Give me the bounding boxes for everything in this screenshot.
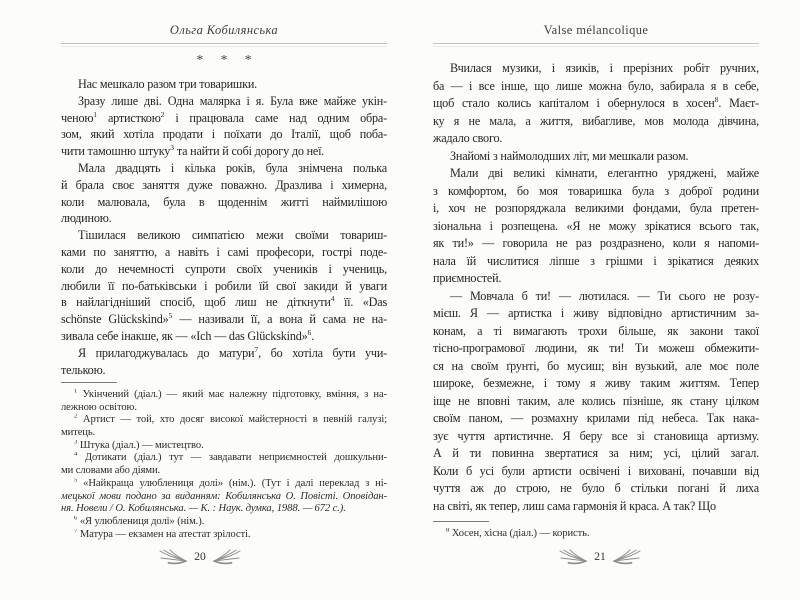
- text-line: широке, безмежне, і тому я живу таким життям. Тепер: [433, 376, 759, 390]
- text-line: ками по заняттю, а навіть і самі професори, гострі поде-: [61, 244, 387, 259]
- footnote-line: $^2$ Артист — той, хто досяг високої майстерності в певній галузі;: [74, 414, 387, 426]
- footnote-marker: 3: [170, 143, 174, 153]
- text-line: Я прилагоджувалась до матури$^7$, бо хотіла бути учи-: [78, 344, 387, 360]
- text-line: іще не вповні таким, але колись пізніше, як стану цілком: [433, 393, 759, 408]
- footnote-line: $^6$ «Я улюблениця долі» (нім.).: [74, 515, 205, 527]
- section-break-stars: * * *: [196, 52, 259, 67]
- footnote-line: $^4$ Дотикати (діал.) тут — завдавати неприємностей дошкульни-: [74, 452, 387, 464]
- text-line: на світі, як тепер, лиш сама гармонія й краса. А так? Що: [433, 498, 716, 513]
- text-line: жадало свого.: [433, 131, 503, 145]
- text-line: Коли б усі були артисти освічені і виховані, почавши від: [433, 463, 759, 478]
- page-right: [400, 0, 800, 600]
- text-line: приємностей.: [433, 271, 502, 285]
- text-line: нала їй числитися ліпше з грішми і зрікатися деяких: [433, 253, 759, 268]
- footnote-marker: 3: [74, 439, 78, 446]
- footnote-marker: 8: [714, 95, 719, 104]
- text-line: щоб стало колись капіталом і обернулося в хосен$^8$. Маєт-: [433, 95, 759, 110]
- text-line: ся на своїм ґрунті, бо мусиш; він вузький, але моє поле: [433, 358, 759, 373]
- text-line: любили її по-батьківськи і робили їй свої закиди й уваги: [61, 278, 387, 293]
- footnotes-left: [61, 382, 387, 541]
- text-line: А й ти повинна звертатися за ним; усі, цілий загал.: [433, 446, 759, 460]
- text-line: телькою.: [61, 362, 106, 377]
- header-rule: [433, 43, 759, 47]
- footnote-line: $^7$ Матура — екзамен на атестат зрілості.: [74, 528, 251, 540]
- footnote-marker: 4: [74, 452, 78, 458]
- footnote-marker: 2: [74, 414, 78, 420]
- page-number: 20: [194, 551, 206, 563]
- text-line: Тішилася великою симпатією межи своїми товариш-: [78, 228, 387, 243]
- page-body-left: [61, 76, 387, 378]
- footnote-line: $^3$ Штука (діал.) — мистецтво.: [74, 439, 204, 451]
- footnote-marker: 8: [446, 528, 450, 534]
- text-line: ку я не мала, а життя, вибагливе, мов молода дівчина,: [433, 113, 759, 128]
- footnote-marker: 6: [74, 515, 78, 522]
- text-line: в найлагідніший спосіб, щоб лиш не діткнути$^4$ її. «Das: [61, 294, 387, 310]
- page-left-inner: [61, 0, 387, 378]
- text-line: зом, який хотіла продати і поїхати до Італії, щоб поба-: [61, 127, 387, 142]
- footnote-marker: 7: [74, 528, 78, 535]
- footer-ornament-left-wing-icon: [559, 549, 589, 565]
- footnote-body-left: [61, 389, 387, 541]
- text-line: Мали дві великі кімнати, елегантно уряджені, майже: [450, 166, 759, 180]
- footnote-marker: 7: [254, 344, 259, 354]
- text-line: і, хоч не розпоряджала великими фондами, була претен-: [433, 201, 759, 215]
- text-line: своїм паном, — розмахну крилами під небеса. Так нака-: [433, 411, 759, 425]
- footer-ornament-right-wing-icon: [211, 549, 241, 565]
- footnote-line: ня. Новели / О. Кобилянська. — К. : Наук. думка, 1988. — 672 с.).: [61, 503, 346, 515]
- text-line: schönste Glückskind»$^5$ — називали її, а вона й сама не на-: [61, 311, 387, 327]
- footnote-marker: 6: [307, 327, 312, 337]
- footnote-separator-rule: [61, 382, 117, 383]
- running-head-left: [61, 0, 387, 47]
- footer-ornament-left-wing-icon: [159, 549, 189, 565]
- footer-ornament-right-wing-icon: [611, 549, 641, 565]
- footnote-line: $^5$ «Найкраща улюблениця долі» (нім.). (Тут і далі переклад з ні-: [74, 477, 387, 489]
- footnote-line: лежною освітою.: [61, 401, 137, 413]
- page-body-right: [433, 60, 759, 515]
- footnote-line: $^8$ Хосен, хісна (діал.) — користь.: [446, 528, 590, 539]
- text-line: мієш. Я — артистка і живу відповідно артистичним за-: [433, 306, 759, 320]
- text-line: Знайомі з наймолодших літ, ми мешкали разом.: [450, 148, 689, 163]
- footnote-line: митець.: [61, 427, 96, 439]
- author-running-head: Ольга Кобилянська: [169, 23, 279, 37]
- text-line: — Мовчала б ти! — лютилася. — Ти сього не розу-: [450, 288, 759, 303]
- text-line: й брала своє заняття дуже поважно. Дразлива і химерна,: [61, 177, 387, 192]
- page-footer-right: [400, 547, 800, 567]
- text-line: Вчилася музики, і язиків, і прерізних робіт ручних,: [450, 61, 759, 75]
- text-line: людиною.: [61, 211, 112, 226]
- running-head-right: [433, 0, 759, 47]
- footnote-marker: 5: [168, 311, 173, 321]
- text-line: коли до нечемності супроти своїх учеників і учениць,: [61, 261, 387, 276]
- footnote-separator-rule: [433, 521, 489, 522]
- footnote-marker: 4: [330, 294, 335, 304]
- text-line: Мала двадцять і кілька років, була знімчена полька: [78, 160, 387, 175]
- text-line: як ти!» — говорила не раз роздразнено, коли я напоми-: [433, 236, 759, 250]
- footnote-line: мецької мови подано за виданням: Кобилянська О. Повісті. Оповідан-: [61, 490, 387, 502]
- text-line: конам, а ті вимагають трохи більше, як закони такої: [433, 323, 759, 338]
- page-right-inner: [433, 0, 759, 515]
- text-line: зивала себе інакше, як — «Ich — das Glückskind»$^6$.: [61, 327, 315, 343]
- footnote-marker: 5: [74, 477, 78, 484]
- text-line: ба — і все інше, що лише можна було, забирала я в себе,: [433, 78, 759, 93]
- footnote-marker: 1: [74, 389, 78, 395]
- footnote-line: $^1$ Укінчений (діал.) — який має належну підготовку, вміння, з на-: [74, 389, 387, 400]
- text-line: чити тамошню штуку$^3$ та найти й собі дорогу до неї.: [61, 143, 325, 159]
- text-line: Нас мешкало разом три товаришки.: [78, 77, 258, 91]
- footnote-marker: 1: [93, 109, 98, 119]
- page-footer-left: [0, 547, 400, 567]
- text-line: тісно-програмової людини, як ти! Ти можеш обмежити-: [433, 341, 759, 355]
- text-line: ченою$^1$ артисткою$^2$ і працювала саме над одним обра-: [61, 109, 387, 125]
- text-line: коли малювала, була в щоденнім житті наймилішою: [61, 194, 387, 209]
- page-number: 21: [594, 551, 606, 563]
- footnotes-right: [433, 521, 759, 541]
- footnote-marker: 2: [160, 109, 165, 119]
- text-line: зує чуття артистичне. Я беру все зі становища артизму.: [433, 428, 759, 443]
- text-line: зіональна і розпещена. «Я не можу зрікатися всього так,: [433, 218, 759, 233]
- header-rule: [61, 43, 387, 47]
- footnote-line: ми словами або діями.: [61, 465, 161, 477]
- text-line: Зразу лише дві. Одна малярка і я. Була вже майже укін-: [78, 93, 387, 108]
- text-line: чуття аж до строю, не було б стільки погані й лиха: [433, 481, 759, 495]
- text-line: з комфортом, бо моя товаришка була з доброї родини: [433, 183, 759, 198]
- footnote-body-right: [433, 528, 759, 541]
- title-running-head: Valse mélancolique: [543, 23, 649, 37]
